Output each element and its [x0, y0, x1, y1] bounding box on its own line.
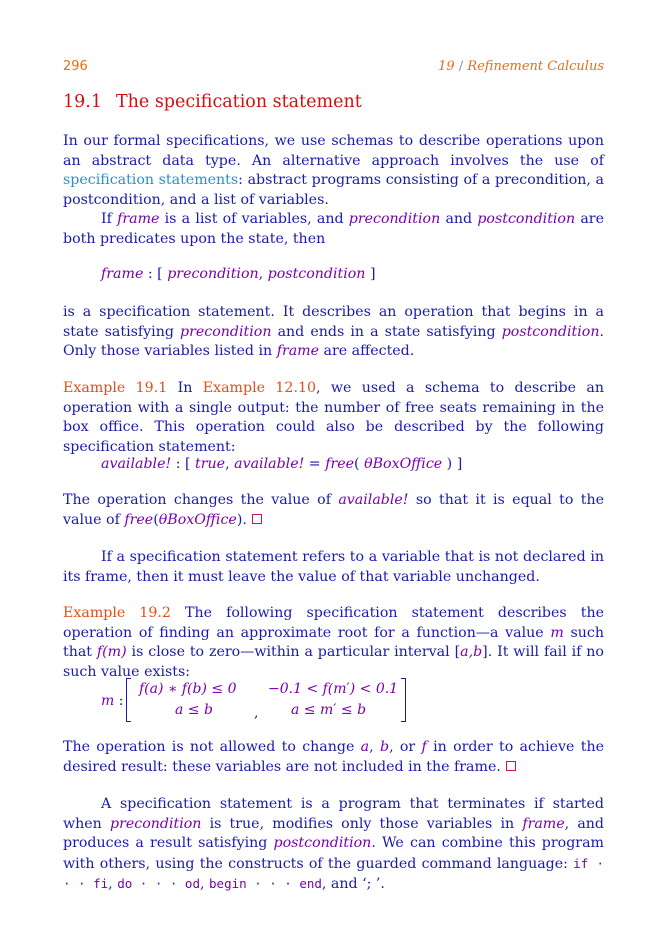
text: in order to achieve the desired result: these variables are not included in the frame. [63, 739, 604, 775]
qed-square-icon [506, 761, 516, 771]
math: : [114, 693, 124, 709]
var-postcondition: postcondition [477, 211, 576, 227]
math: postcondition [267, 266, 366, 282]
var-a: a [360, 739, 370, 755]
paragraph-spec-program [63, 795, 604, 895]
math: available! [101, 456, 172, 472]
var-precondition: precondition [348, 211, 441, 227]
text: are affected. [319, 343, 415, 359]
running-header [63, 59, 604, 77]
display-root-spec [101, 678, 411, 722]
var-free: free [124, 511, 154, 528]
text: If [101, 211, 118, 227]
text: , and produces a result satisfying [63, 815, 605, 851]
math: ] [365, 266, 376, 282]
text: The operation is not allowed to change [63, 739, 361, 755]
postcondition-bottom: a ≤ m′ ≤ b [291, 702, 367, 718]
paragraph-available-change [63, 491, 604, 530]
paragraph-unchanged-variables: If a specification statement refers to a variable that is not declared in its frame, then it must leave the value of that variable unchanged. [63, 549, 604, 585]
running-title [438, 59, 604, 74]
schema-variable [101, 693, 123, 709]
link-specification-statements[interactable]: specification statements [63, 172, 239, 188]
math: ( [354, 456, 365, 472]
var-boxoffice: θBoxOffice [158, 511, 237, 528]
text: The operation changes the value of [63, 492, 339, 508]
text: . We can combine this program with others, using the constructs of the guarded command language: [63, 835, 604, 872]
var-frame: frame [117, 211, 160, 227]
section-number: 19.1 [63, 92, 102, 112]
example-12-10-link[interactable]: Example 12.10 [202, 380, 317, 396]
example-19-1 [63, 379, 604, 457]
example-label: Example 19.1 [63, 380, 168, 396]
text: are both predicates upon the state, then [63, 211, 604, 247]
section-heading [63, 92, 362, 112]
text: : abstract programs consisting of a precondition, a postcondition, and a list of variables. [63, 172, 605, 208]
chapter-number: 19 [438, 59, 455, 74]
math: , [225, 456, 235, 472]
text: is a list of variables, and [159, 211, 349, 227]
math: [ [157, 266, 168, 282]
paragraph-frame-definition [63, 210, 604, 249]
math: θBoxOffice [364, 456, 443, 472]
math: frame [101, 266, 144, 282]
postcondition-top: −0.1 < f(m′) < 0.1 [268, 681, 399, 697]
section-title: The specification statement [115, 92, 362, 112]
text: is true, modifies only those variables in [201, 815, 523, 832]
math: m [101, 693, 115, 709]
text: In [167, 380, 203, 396]
math: , [258, 266, 268, 282]
precondition-top: f(a) ∗ f(b) ≤ 0 [139, 681, 237, 697]
var-frame: frame [276, 343, 320, 359]
var-frame: frame [522, 815, 565, 832]
math: f(m) [96, 644, 127, 660]
text: is a specification statement. It describes an operation that begins in a state satisfying [63, 304, 604, 340]
page-number: 296 [63, 59, 88, 74]
var-f: f [421, 739, 427, 755]
var-postcondition: postcondition [273, 835, 372, 851]
precondition-bottom: a ≤ b [175, 702, 213, 718]
display-available-spec [101, 456, 462, 472]
text: so that it is equal to the value of [63, 492, 604, 528]
paragraph-spec-description [63, 303, 604, 362]
text: ( [153, 511, 159, 528]
text: A specification statement is a program that terminates if started when [63, 796, 604, 832]
math: a,b [460, 644, 483, 660]
chapter-title: Refinement Calculus [467, 59, 604, 74]
math: : [ [171, 456, 196, 472]
right-bracket [401, 678, 406, 722]
text: , [369, 739, 380, 755]
math: precondition [167, 266, 259, 282]
text: ). [236, 511, 247, 528]
text: , we used a schema to describe an operation with a single output: the number of free seats remaining in the box office. This operation could also be described by the following specification statement: [63, 380, 604, 455]
math: free [325, 456, 355, 472]
math: = [304, 456, 326, 472]
math: : [143, 266, 158, 282]
text: , [108, 876, 118, 892]
text: and [440, 211, 478, 227]
math: ) ] [442, 456, 463, 472]
text: , and ‘; ’. [321, 876, 385, 892]
keyword-do-od: do · · · od [117, 876, 200, 891]
text: , [199, 876, 210, 892]
left-bracket [126, 678, 131, 722]
var-precondition: precondition [109, 815, 202, 832]
math: true [195, 456, 226, 472]
var-b: b [379, 739, 390, 755]
text: is close to zero—within a particular interval [ [126, 644, 461, 660]
example-19-2 [63, 604, 604, 682]
text: . Only those variables listed in [63, 323, 604, 359]
display-spec-statement [101, 266, 376, 282]
example-label: Example 19.2 [63, 605, 171, 621]
var-precondition: precondition [180, 323, 272, 340]
var-postcondition: postcondition [501, 323, 600, 340]
text: and ends in a state satisfying [271, 323, 502, 340]
var-available: available! [338, 492, 409, 508]
keyword-begin-end: begin · · · end [209, 876, 322, 891]
text: , or [389, 739, 422, 755]
keyword-if-fi: if · · · fi [63, 855, 604, 891]
text: ]. It will fail if no such value exists: [63, 644, 604, 680]
header-separator: / [458, 59, 464, 74]
paragraph-not-in-frame [63, 738, 604, 777]
qed-square-icon [252, 514, 262, 524]
text: such that [63, 624, 604, 660]
schema-comma: , [254, 705, 259, 721]
text: The following specification statement describes the operation of finding an approximate root for a function—a value [63, 605, 604, 641]
math: available! [234, 456, 305, 472]
var-m: m [550, 624, 564, 641]
text: In our formal specifications, we use schemas to describe operations upon an abstract data type. An alternative approach involves the use of [63, 133, 604, 169]
paragraph-intro [63, 132, 604, 210]
